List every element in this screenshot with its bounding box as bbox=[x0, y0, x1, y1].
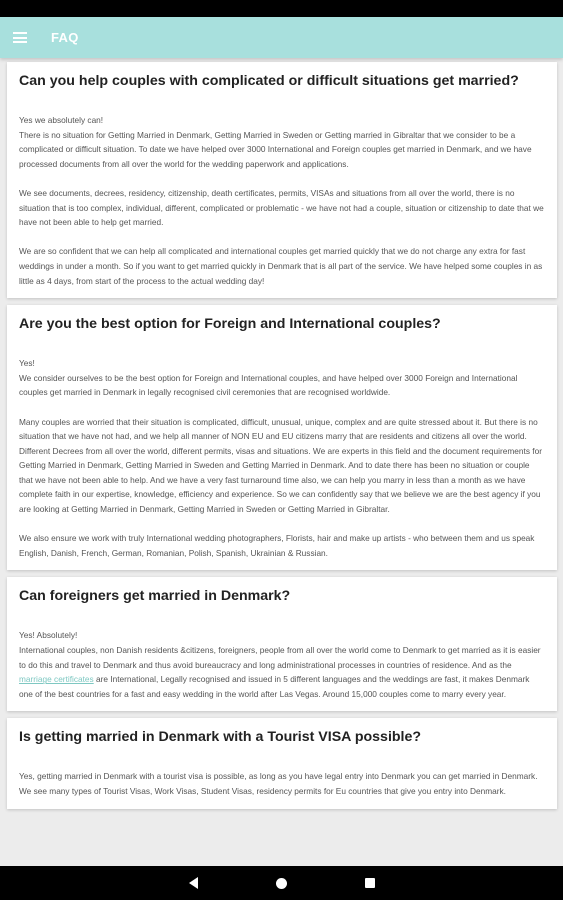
answer-line: International couples, non Danish residents &citizens, foreigners, people from all over the world come to Denmark to get married as it is easier to do this and travel to Denmark and thus avoid bureaucracy and long administrational processes in countries of residence. And as the bbox=[19, 645, 541, 670]
faq-card bbox=[7, 62, 557, 298]
answer-paragraph: We are so confident that we can help all complicated and international couples get married quickly that we do not charge any extra for fast weddings in under a month. So if you want to get married quickly in Denmark that is all part of the service. We have helped some couples in as little as 4 days, from start of the process to the actual wedding day! bbox=[19, 246, 543, 286]
back-triangle-icon[interactable] bbox=[189, 877, 198, 889]
faq-question: Can you help couples with complicated or difficult situations get married? bbox=[19, 73, 519, 89]
faq-list[interactable] bbox=[0, 58, 563, 866]
answer-line: We consider ourselves to be the best option for Foreign and International couples, and have helped over 3000 Foreign and International couples get married in Denmark in legally recognised civil ceremonies that are recognised worldwide. bbox=[19, 372, 518, 398]
answer-paragraph bbox=[19, 113, 545, 171]
answer-line: are International, Legally recognised and issued in 5 different languages and the weddings are fast, it makes Denmark one of the best countries for a fast and easy wedding in the world after Las Vegas. Around 15,000 couples come to marry every year. bbox=[19, 674, 530, 699]
hamburger-menu-icon[interactable] bbox=[13, 32, 27, 43]
answer-paragraph: We also ensure we work with truly International wedding photographers, Florists, hair and make up artists - who between them and us speak English, Danish, French, German, Romanian, Polish, Spanish, Ukrainian & Russian. bbox=[19, 533, 535, 558]
faq-question: Is getting married in Denmark with a Tourist VISA possible? bbox=[19, 729, 422, 746]
answer-paragraph: Many couples are worried that their situation is complicated, difficult, unusual, unique, complex and are quite stressed about it. But there is no situation that we have not had, and we help all manner of NON EU and EU citizens marry that are residents and citizens all over the world. Different Decrees from all over the world, different permits, visas and situations. We are experts in this field and the document requirements for Getting Married in Denmark, Getting Married in Sweden and Getting Married in Denmark. And to date there has been no situation or couple that we have not been able to help. And we have a very fast turnaround time also, we can help you marry in less than a month as we have complete faith in our expertise, knowledge, efficiency and experience. So we can confidently say that we believe we are the best agency if you are looking at Getting Married in Denmark, Getting Married in Sweden or Getting Married in Gibraltar. bbox=[19, 416, 542, 515]
faq-answer bbox=[19, 628, 545, 701]
page-title: FAQ bbox=[51, 30, 79, 45]
answer-paragraph bbox=[19, 356, 545, 400]
faq-card bbox=[7, 577, 557, 711]
answer-line: Yes we absolutely can! bbox=[19, 115, 104, 125]
answer-line: There is no situation for Getting Married in Denmark, Getting Married in Sweden or Getting married in Gibraltar that we consider to be a complicated or difficult situation. To date we have helped over 3000 International and Foreign couples get married in Denmark, and we have processed documents from all over the world for the wedding paperwork and applications. bbox=[19, 129, 532, 169]
answer-paragraph bbox=[19, 628, 545, 701]
answer-line: Yes! Absolutely! bbox=[19, 630, 78, 641]
marriage-certificates-link[interactable]: marriage certificates bbox=[19, 674, 94, 685]
app-bar bbox=[0, 17, 563, 58]
answer-line: Yes! bbox=[19, 358, 35, 369]
faq-card bbox=[7, 305, 557, 570]
faq-answer bbox=[19, 113, 545, 288]
status-bar bbox=[0, 0, 563, 17]
faq-card bbox=[7, 718, 557, 808]
faq-question: Are you the best option for Foreign and International couples? bbox=[19, 316, 441, 333]
faq-answer bbox=[19, 356, 545, 560]
answer-paragraph: We see documents, decrees, residency, citizenship, death certificates, permits, VISAs and situations from all over the world, there is no situation that is too complex, individual, different, complicated or problematic - we have not had a couple, situation or citizenship to date that we have not been able to help get married. bbox=[19, 187, 544, 228]
faq-question: Can foreigners get married in Denmark? bbox=[19, 588, 291, 605]
navigation-bar bbox=[0, 866, 563, 900]
answer-paragraph: Yes, getting married in Denmark with a tourist visa is possible, as long as you have legal entry into Denmark you can get married in Denmark. We see many types of Tourist Visas, Work Visas, Student Visas, residency permits for Eu countries that give you entry into Denmark. bbox=[19, 771, 538, 796]
faq-answer bbox=[19, 769, 545, 798]
home-circle-icon[interactable] bbox=[276, 878, 287, 889]
recent-apps-square-icon[interactable] bbox=[365, 878, 375, 888]
